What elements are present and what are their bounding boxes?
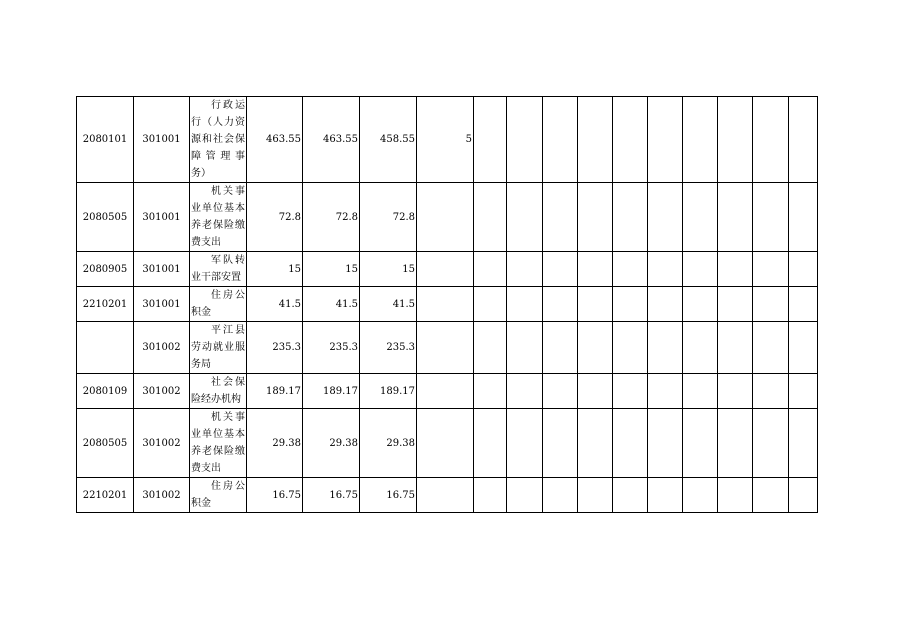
empty-cell — [718, 478, 753, 513]
func-code-cell: 2080505 — [77, 183, 134, 252]
empty-cell — [474, 374, 507, 409]
empty-cell — [578, 322, 613, 374]
empty-cell — [613, 97, 648, 183]
empty-cell — [683, 322, 718, 374]
empty-cell — [648, 97, 683, 183]
empty-cell — [543, 374, 578, 409]
empty-cell — [789, 287, 818, 322]
subtotal-amount-cell: 29.38 — [303, 409, 360, 478]
empty-cell — [474, 409, 507, 478]
empty-cell — [474, 183, 507, 252]
table-body — [77, 97, 818, 513]
empty-cell — [507, 478, 543, 513]
item-name-cell — [190, 374, 247, 409]
empty-cell — [507, 374, 543, 409]
table-row — [77, 183, 818, 252]
empty-cell — [648, 374, 683, 409]
item-name-text: 平江县劳动就业服务局 — [191, 325, 245, 370]
empty-cell — [718, 97, 753, 183]
table-row — [77, 409, 818, 478]
subtotal-amount-cell: 189.17 — [303, 374, 360, 409]
func-code-cell: 2080101 — [77, 97, 134, 183]
empty-cell — [507, 322, 543, 374]
empty-cell — [683, 183, 718, 252]
empty-cell — [753, 183, 789, 252]
empty-cell — [613, 183, 648, 252]
empty-cell — [474, 97, 507, 183]
table-row — [77, 478, 818, 513]
unit-code-cell: 301001 — [134, 287, 190, 322]
item-name-text: 行政运行（人力资源和社会保障管理事务） — [191, 100, 245, 179]
unit-code-cell: 301002 — [134, 374, 190, 409]
project-expenditure-cell: 5 — [417, 97, 474, 183]
func-code-cell: 2080505 — [77, 409, 134, 478]
empty-cell — [613, 374, 648, 409]
total-amount-cell: 189.17 — [247, 374, 303, 409]
table-row — [77, 322, 818, 374]
empty-cell — [789, 409, 818, 478]
basic-expenditure-cell: 15 — [360, 252, 417, 287]
empty-cell — [648, 478, 683, 513]
empty-cell — [507, 183, 543, 252]
empty-cell — [789, 374, 818, 409]
empty-cell — [578, 287, 613, 322]
subtotal-amount-cell: 72.8 — [303, 183, 360, 252]
project-expenditure-cell — [417, 409, 474, 478]
empty-cell — [718, 287, 753, 322]
empty-cell — [683, 374, 718, 409]
empty-cell — [683, 409, 718, 478]
empty-cell — [613, 409, 648, 478]
empty-cell — [578, 478, 613, 513]
empty-cell — [578, 183, 613, 252]
empty-cell — [789, 252, 818, 287]
unit-code-cell: 301002 — [134, 409, 190, 478]
empty-cell — [507, 409, 543, 478]
total-amount-cell: 463.55 — [247, 97, 303, 183]
func-code-cell: 2210201 — [77, 478, 134, 513]
item-name-text: 住房公积金 — [191, 290, 245, 318]
empty-cell — [648, 183, 683, 252]
empty-cell — [474, 287, 507, 322]
total-amount-cell: 15 — [247, 252, 303, 287]
func-code-cell: 2210201 — [77, 287, 134, 322]
empty-cell — [718, 409, 753, 478]
basic-expenditure-cell: 29.38 — [360, 409, 417, 478]
item-name-cell — [190, 322, 247, 374]
item-name-text: 机关事业单位基本养老保险缴费支出 — [191, 412, 245, 474]
project-expenditure-cell — [417, 252, 474, 287]
basic-expenditure-cell: 72.8 — [360, 183, 417, 252]
unit-code-cell: 301001 — [134, 97, 190, 183]
empty-cell — [683, 478, 718, 513]
empty-cell — [789, 183, 818, 252]
item-name-text: 军队转业干部安置 — [191, 255, 245, 283]
empty-cell — [578, 409, 613, 478]
empty-cell — [613, 322, 648, 374]
empty-cell — [753, 409, 789, 478]
empty-cell — [683, 287, 718, 322]
subtotal-amount-cell: 463.55 — [303, 97, 360, 183]
empty-cell — [753, 287, 789, 322]
empty-cell — [789, 97, 818, 183]
item-name-cell — [190, 287, 247, 322]
empty-cell — [753, 97, 789, 183]
subtotal-amount-cell: 235.3 — [303, 322, 360, 374]
empty-cell — [683, 97, 718, 183]
project-expenditure-cell — [417, 287, 474, 322]
basic-expenditure-cell: 41.5 — [360, 287, 417, 322]
empty-cell — [507, 252, 543, 287]
basic-expenditure-cell: 16.75 — [360, 478, 417, 513]
total-amount-cell: 16.75 — [247, 478, 303, 513]
item-name-cell — [190, 183, 247, 252]
empty-cell — [474, 252, 507, 287]
total-amount-cell: 235.3 — [247, 322, 303, 374]
empty-cell — [648, 287, 683, 322]
budget-table — [76, 96, 818, 513]
subtotal-amount-cell: 41.5 — [303, 287, 360, 322]
project-expenditure-cell — [417, 183, 474, 252]
empty-cell — [753, 374, 789, 409]
unit-code-cell: 301002 — [134, 322, 190, 374]
item-name-text: 社会保险经办机构 — [191, 377, 245, 405]
basic-expenditure-cell: 458.55 — [360, 97, 417, 183]
total-amount-cell: 72.8 — [247, 183, 303, 252]
empty-cell — [718, 374, 753, 409]
project-expenditure-cell — [417, 374, 474, 409]
empty-cell — [789, 478, 818, 513]
empty-cell — [578, 374, 613, 409]
empty-cell — [613, 252, 648, 287]
func-code-cell: 2080905 — [77, 252, 134, 287]
project-expenditure-cell — [417, 478, 474, 513]
empty-cell — [718, 183, 753, 252]
empty-cell — [543, 97, 578, 183]
project-expenditure-cell — [417, 322, 474, 374]
subtotal-amount-cell: 16.75 — [303, 478, 360, 513]
empty-cell — [578, 97, 613, 183]
empty-cell — [613, 478, 648, 513]
empty-cell — [789, 322, 818, 374]
item-name-cell — [190, 252, 247, 287]
empty-cell — [613, 287, 648, 322]
item-name-cell — [190, 97, 247, 183]
empty-cell — [543, 287, 578, 322]
table-row — [77, 97, 818, 183]
item-name-text: 住房公积金 — [191, 481, 245, 509]
item-name-cell — [190, 478, 247, 513]
basic-expenditure-cell: 235.3 — [360, 322, 417, 374]
empty-cell — [474, 478, 507, 513]
subtotal-amount-cell: 15 — [303, 252, 360, 287]
table-row — [77, 287, 818, 322]
func-code-cell — [77, 322, 134, 374]
empty-cell — [507, 287, 543, 322]
unit-code-cell: 301002 — [134, 478, 190, 513]
empty-cell — [683, 252, 718, 287]
unit-code-cell: 301001 — [134, 183, 190, 252]
item-name-text: 机关事业单位基本养老保险缴费支出 — [191, 186, 245, 248]
func-code-cell: 2080109 — [77, 374, 134, 409]
total-amount-cell: 41.5 — [247, 287, 303, 322]
empty-cell — [718, 252, 753, 287]
empty-cell — [507, 97, 543, 183]
table-row — [77, 252, 818, 287]
empty-cell — [648, 409, 683, 478]
empty-cell — [648, 322, 683, 374]
empty-cell — [543, 409, 578, 478]
item-name-cell — [190, 409, 247, 478]
empty-cell — [543, 478, 578, 513]
empty-cell — [578, 252, 613, 287]
empty-cell — [718, 322, 753, 374]
empty-cell — [543, 183, 578, 252]
table-row — [77, 374, 818, 409]
empty-cell — [753, 478, 789, 513]
empty-cell — [543, 252, 578, 287]
unit-code-cell: 301001 — [134, 252, 190, 287]
basic-expenditure-cell: 189.17 — [360, 374, 417, 409]
total-amount-cell: 29.38 — [247, 409, 303, 478]
empty-cell — [543, 322, 578, 374]
empty-cell — [753, 322, 789, 374]
empty-cell — [648, 252, 683, 287]
empty-cell — [753, 252, 789, 287]
empty-cell — [474, 322, 507, 374]
